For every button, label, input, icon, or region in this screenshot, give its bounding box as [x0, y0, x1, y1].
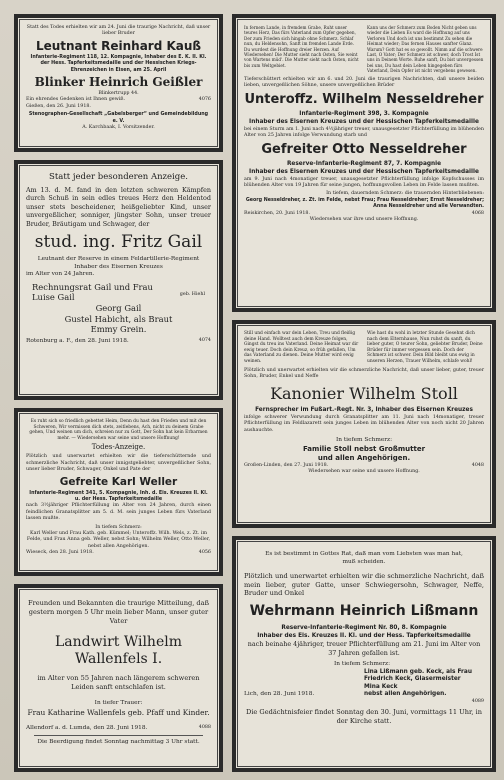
ref-number: 4068 [471, 210, 484, 216]
place-date: Allendorf a. d. Lumda, den 28. Juni 1918. [26, 724, 148, 731]
ref-number: 4089 [471, 698, 484, 704]
closing-text: Wiedersehen war ihre und unsere Hoffnung. [309, 217, 419, 223]
ref-number: 4076 [198, 97, 211, 103]
verse: Es ist bestimmt in Gottes Rat, daß man vom Liebsten was man hat, muß scheiden. [265, 551, 463, 565]
notice-intro: Statt des Todes erhielten wir am 24. Juni die traurige Nachricht, daß unser lieber Bruder [26, 25, 211, 37]
grief-line: In tiefer Trauer: [94, 700, 143, 706]
mourners-list: Frau Katharine Wallenfels geb. Pfaff und Kinder. [27, 707, 210, 717]
unit-1: Infanterie-Regiment 398, 3. Kompagnie [299, 111, 429, 118]
mourner-name: Georg Gail [95, 303, 142, 313]
deceased-name: stud. ing. Fritz Gail [34, 232, 203, 253]
place-date: Großen-Linden, den 27. Juni 1918. [244, 462, 329, 468]
grief-line: In tiefem Schmerz: [334, 660, 391, 667]
verse: Es ruht sich so friedlich gebettet Heim, Denn du hast den Frieden und mit den Schweren, Wir vermissen dich stets, zeitlebens, Ach, nicht zu deinem Grabe gehen, Und weinen um dich, schreien nur zu Gott, Der Sohn hat kein Erbarmen mehr. — Wiedersehen war seine und unsere Hoffnung! [29, 419, 208, 441]
signature: A. Karchbaak, I. Vorsitzender. [82, 125, 155, 131]
divider [34, 735, 203, 736]
notice-body: Am 13. d. M. fand in den letzten schweren Kämpfen durch Schuß in sein edles treues Herz den Heldentod unser stets bescheidener, heißgeliebter Kind, unser unvergeßlicher, sonniger, jüngster Sohn, unser treuer Bruder, Bräutigam und Schwager, der [26, 186, 211, 228]
place-date: Rotenburg a. F., den 28. Juni 1918. [26, 337, 129, 344]
deceased-name-2: Gefreiter Otto Nesseldreher [261, 142, 467, 158]
closing-text: Wiedersehen war seine und unsere Hoffnung. [308, 469, 420, 475]
grief-line: In tiefem Schmerz: [95, 524, 142, 530]
unit-2: Reserve-Infanterie-Regiment 87, 7. Kompagnie [286, 161, 442, 168]
ref-number: 4048 [471, 462, 484, 468]
mourner-name: Emmy Grein. [90, 324, 147, 335]
company-name: Stenographen-Gesellschaft „Gabelsberger“ und Gemeindebildung e. V. [28, 112, 209, 124]
notice-intro: Plötzlich und unerwartet erhielten wir die schmerzliche Nachricht, daß unser lieber, guter, treuer Sohn, Bruder, Enkel und Neffe [244, 367, 484, 379]
closing-text: Ein ehrendes Gedenken ist Ihnen gewiß. [26, 97, 125, 103]
verse-left: In fernem Lande, in fremdem Grabe, Ruht unser teures Herz, Das fürs Vaterland zum Opfer gegeben, Der zum Frieden sich hingab ohne Schmerz. Schlaf nun, du Heldensohn, Sanft im fremden Lande Erde. Du wurdest die Hoffnung dreier Herzen. Auf Wiedersehen! Die Mutter sieht nach Osten, Sie weint von Wartens müd'. Die Mutter sieht nach Osten, nicht bis zum Weltgebiet. [244, 25, 359, 68]
age-text: im Alter von 24 Jahren. [26, 271, 95, 278]
notice-nesseldreher [232, 14, 496, 312]
deceased-name: Kanonier Wilhelm Stoll [270, 384, 458, 404]
detail-2: am 9. Juni nach 4monatiger treuer, unausgesetzter Pflichterfüllung infolge Kopfschusses im blühenden Alter von 19 Jahren für seine jungen, hoffnungsvollen Leben im Felde lassen mußten. [244, 176, 484, 189]
place-date: Reiskirchen, 20. Juni 1918. [244, 210, 310, 216]
mourner-name: nebst allen Angehörigen. [364, 691, 447, 698]
mourner-name: Lina Lißmann geb. Keck, als Frau [364, 668, 472, 675]
mourners-list [26, 282, 211, 335]
notice-intro: Plötzlich und unerwartet erhielten wir die schmerzliche Nachricht, daß mein lieber, guter Gatte, unser Schwiegersohn, Schwager, Neffe, Bruder und Onkel [244, 572, 484, 598]
notice-body: nach beinahe 4jähriger, treuer Pflichterfüllung am 21. Juni im Alter von 37 Jahren gefallen ist. [247, 640, 481, 657]
memorial-info: Die Gedächtnisfeier findet Sonntag den 30. Juni, vormittags 11 Uhr, in der Kirche statt. [246, 708, 482, 725]
detail-1: bei einem Sturm am 1. Juni nach 4½jähriger treuer, unausgesetzter Pflichterfüllung im blühenden Alter von 25 Jahren infolge Verwundung starb und [244, 126, 484, 139]
notice-intro: Tieferschüttert erhielten wir am 6. und 20. Juni die traurigen Nachrichten, daß unsere beiden lieben, unvergeßlichen Söhne, unsere unvergeßlichen Brüder [244, 76, 484, 89]
award-1: Inhaber des Eisernen Kreuzes und der Hessischen Tapferkeitsmedaille [249, 119, 479, 126]
rank-text: Leutnant der Reserve in einem Feldartillerie-Regiment Inhaber des Eisernen Kreuzes [37, 256, 200, 270]
mourner-name: Gustel Habicht, als Braut [64, 313, 173, 324]
detail-text: nach 3½jähriger Pflichterfüllung im Alter von 24 Jahren, durch einen feindlichen Granatsplitter am 5. d. M. sein junges Leben fürs Vaterland lassen mußte. [26, 503, 211, 522]
mourners-line-1: Familie Stoll nebst Großmutter [302, 444, 426, 453]
verse-right: Wie hast du wohl in letzter Stunde Gesehnt dich nach dem Elternhause, Nun ruhst du sanft, du lieber guter, O teurer Sohn, geliebter Bruder, Deine Brüder für immer vergessen sein. Doch der Schmerz ist schwer. Dein Bild bleibt uns ewig in unseren Herzen, Trauer Wilhelm, schlafe wohl! [367, 331, 483, 364]
mourners-list: Karl Weller und Frau Kath. geb. Kümmel; Unteroffz. Wilh. Wels, z. Zt. im Felde, und Frau Anna geb. Weller, nebst Sohn; Wilhelm Weller, Otto Weller, nebst allen Angehörigen. [26, 531, 211, 549]
mourner-note: geb. Hiehl [179, 292, 205, 298]
funeral-info: Die Beerdigung findet Sonntag nachmittag 3 Uhr statt. [37, 739, 200, 746]
mourner-name: Friedrich Keck, Glasermeister [364, 676, 461, 683]
notice-body: Plötzlich und unerwartet erhielten wir die tieferschütternde und schmerzliche Nachricht, daß unser innigstgeliebter, unvergeßlicher Sohn, unser lieber Bruder, Schwager, Onkel und Pate der [26, 454, 211, 473]
place-date: Wieseck, den 28. Juni 1918. [26, 550, 94, 556]
notice-header: Statt jeder besonderen Anzeige. [49, 172, 188, 182]
notice-intro: Freunden und Bekannten die traurige Mitteilung, daß gestern morgen 5 Uhr mein lieber Mann, unser guter Vater [28, 599, 209, 625]
notice-details: Infanterie-Regiment 118, 12. Kompagnie, Inhaber des E. K. II. Kl. der Hess. Tapferkeitsmedaille und der Hessischen Kriegs-Ehrenzeichen in Eisen, am 25. April [30, 54, 207, 73]
deceased-name-2: Blinker Heinrich Geißler [34, 75, 203, 90]
notice-kauss-geissler [14, 14, 223, 152]
deceased-name: Wehrmann Heinrich Lißmann [249, 602, 479, 619]
right-column [232, 14, 496, 772]
deceased-name: Gefreite Karl Weller [59, 475, 178, 488]
mourners-line-2: und allen Angehörigen. [317, 453, 411, 462]
address: Blinkertrupp 44. [98, 91, 139, 97]
mourners-list [364, 669, 484, 699]
deceased-name: Landwirt Wilhelm Wallenfels I. [54, 634, 182, 667]
deceased-name: Leutnant Reinhard Kauß [35, 38, 202, 53]
notice-stoll [232, 320, 496, 528]
ref-number: 4056 [198, 550, 211, 556]
unit-text: Fernsprecher im Fußart.-Regt. Nr. 3, Inhaber des Eisernen Kreuzes [255, 407, 473, 414]
mourners-list: Georg Nesseldreher, z. Zt. im Felde, nebst Frau; Frau Nesseldreher; Ernst Nesseldreher; Anna Nesseldreher und alle Verwandten. [245, 197, 484, 210]
verse-left: Still und einfach war dein Leben, Treu und fleißig deine Hand. Wolltest auch dem Kreuze folgen, Gingst du treu ins Vaterland. Deine Heimat war dir ewig teuer. Doch dein Kreuz, so früh gefallen, Um das Vaterland zu dienen. Deine Mutter wird ewig weinen. [244, 331, 359, 364]
notice-karl-weller [14, 408, 223, 576]
notice-body: infolge schwerer Verwundung durch Granatsplitter am 11. Juni nach 14monatiger, treuer Pflichterfüllung im Feldlazarett sein junges Leben im blühenden Alter von noch nicht 20 Jahren aushauchte. [244, 414, 484, 433]
unit-text: Infanterie-Regiment 341, 5. Kompagnie, Inh. d. Eis. Kreuzes II. Kl. u. der Hess. Tapferkeitsmedaille [29, 490, 208, 502]
place-date: Lich, den 28. Juni 1918. [244, 691, 315, 698]
mourner-name: Rechnungsrat Gail und Frau [32, 281, 153, 292]
unit-text: Reserve-Infanterie-Regiment Nr. 80, 8. Kompagnie [281, 624, 447, 631]
place-date: Gießen, den 26. Juni 1918. [26, 103, 91, 109]
ref-number: 4074 [198, 337, 211, 343]
grief-line: In tiefem, dauerndem Schmerz: die trauernden Hinterbliebenen: [326, 191, 484, 197]
award-2: Inhaber des Eisernen Kreuzes und der Hessischen Tapferkeitsmedaille [249, 169, 479, 176]
ref-number: 4088 [198, 724, 211, 730]
mourner-name: Mina Keck [364, 683, 398, 690]
verse-right: Kann uns der Schmerz zum Boden Nicht geben uns wieder die Lieben Es ward die Hoffnung auf uns Verloren Und doch ist uns bestimmt Zu sehen die Heimat wieder; Das fernen Hauses sanfter Glanz. Warum? Gott hat es so gewollt. Nimm auf die schwere Last, O Vater; Der Schmerz ist schwer, doch Trost Ist uns in Deinem Worte. Ruhe sanft, Du bist unvergessen bei uns, Du hast dein Leben hingegeben fürs Vaterland, Dein Opfer ist nicht vergebens gewesen. [367, 25, 484, 74]
notice-wallenfels [14, 584, 223, 772]
grief-line: In tiefem Schmerz: [335, 437, 393, 444]
notice-header: Todes-Anzeige. [91, 443, 146, 452]
notice-body: im Alter von 55 Jahren nach längerem schweren Leiden sanft entschlafen ist. [37, 674, 200, 691]
deceased-name-1: Unteroffz. Wilhelm Nesseldreher [244, 92, 484, 108]
left-column [14, 14, 223, 772]
mourner-name: Luise Gail [32, 292, 75, 303]
notice-lissmann [232, 536, 496, 772]
award-text: Inhaber des Eis. Kreuzes II. Kl. und der Hess. Tapferkeitsmedaille [257, 632, 471, 639]
notice-fritz-gail [14, 160, 223, 400]
